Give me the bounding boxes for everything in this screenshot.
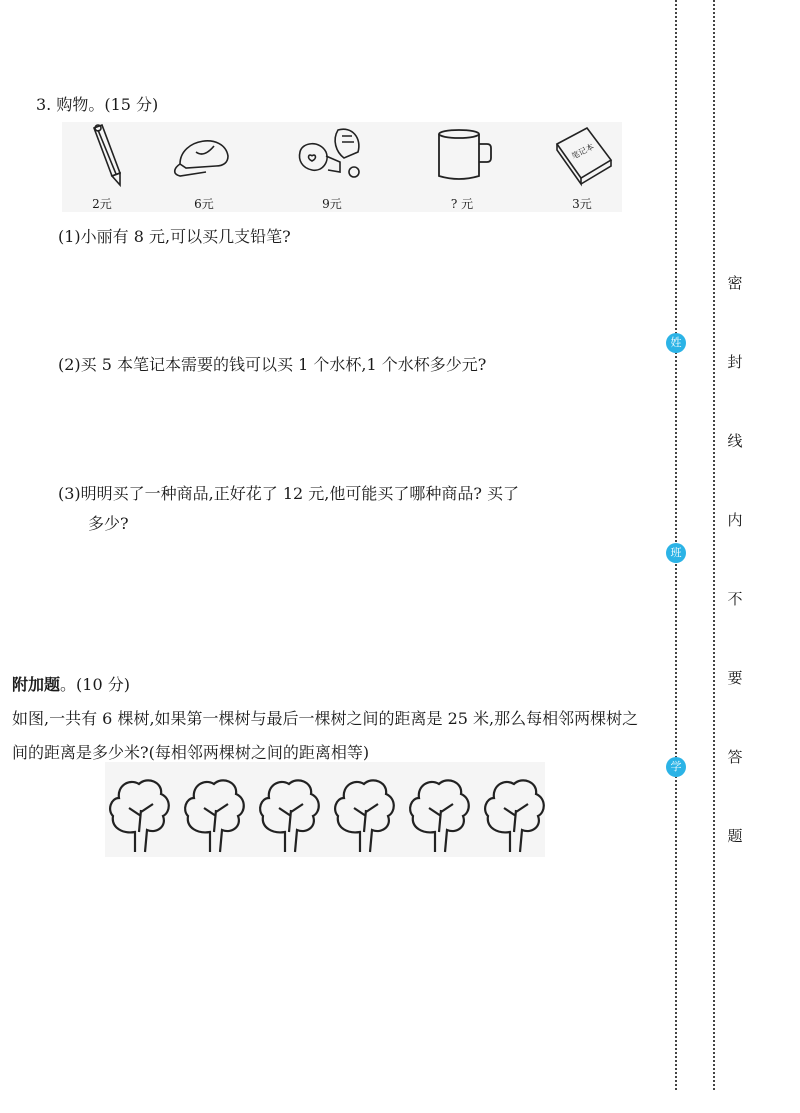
gloves-icon	[292, 122, 372, 192]
question-3-sub-3-line-2: 多少?	[88, 514, 129, 533]
binding-text-char: 题	[727, 827, 743, 845]
goods-item-notebook	[542, 122, 622, 212]
binding-circle-school: 学	[666, 757, 686, 777]
binding-text-char: 内	[727, 511, 743, 529]
tree-icon	[330, 766, 400, 856]
goods-item-pencil	[62, 122, 142, 212]
goods-strip	[62, 122, 622, 212]
question-3-sub-2: (2)买 5 本笔记本需要的钱可以买 1 个水杯,1 个水杯多少元?	[58, 355, 487, 374]
binding-text-char: 密	[727, 274, 743, 292]
mug-icon	[427, 122, 497, 192]
cap-icon	[166, 122, 242, 192]
binding-circle-class: 班	[666, 543, 686, 563]
bonus-question-title: 附加题。(10 分)	[12, 675, 130, 694]
goods-item-mug	[422, 122, 502, 212]
binding-text-char: 要	[727, 669, 743, 687]
binding-line-inner	[713, 0, 715, 1090]
question-3-title: 3. 购物。(15 分)	[36, 95, 159, 114]
tree-icon	[405, 766, 475, 856]
tree-icon	[480, 766, 550, 856]
price-cap: 6元	[194, 197, 214, 211]
pencil-icon	[72, 122, 132, 192]
price-notebook: 3元	[572, 197, 592, 211]
goods-item-cap	[164, 122, 244, 212]
binding-text-char: 不	[727, 590, 743, 608]
tree-icon	[180, 766, 250, 856]
bonus-question-text: 如图,一共有 6 棵树,如果第一棵树与最后一棵树之间的距离是 25 米,那么每相邻两棵树之间的距离是多少米?(每相邻两棵树之间的距离相等)	[12, 709, 639, 762]
binding-text-char: 答	[727, 748, 743, 766]
tree-icon	[255, 766, 325, 856]
goods-item-gloves	[292, 122, 372, 212]
binding-text-char: 封	[727, 353, 743, 371]
price-gloves: 9元	[322, 197, 342, 211]
price-mug: ? 元	[450, 197, 474, 211]
question-3-sub-3-line-1: (3)明明买了一种商品,正好花了 12 元,他可能买了哪种商品? 买了	[58, 484, 520, 503]
binding-text-char: 线	[727, 432, 743, 450]
price-pencil: 2元	[92, 197, 112, 211]
binding-circle-name: 姓	[666, 333, 686, 353]
notebook-cover-text: 笔记本	[570, 141, 596, 162]
notebook-icon	[547, 122, 617, 192]
question-3-sub-1: (1)小丽有 8 元,可以买几支铅笔?	[58, 227, 291, 246]
tree-icon	[105, 766, 175, 856]
trees-row	[105, 762, 545, 857]
